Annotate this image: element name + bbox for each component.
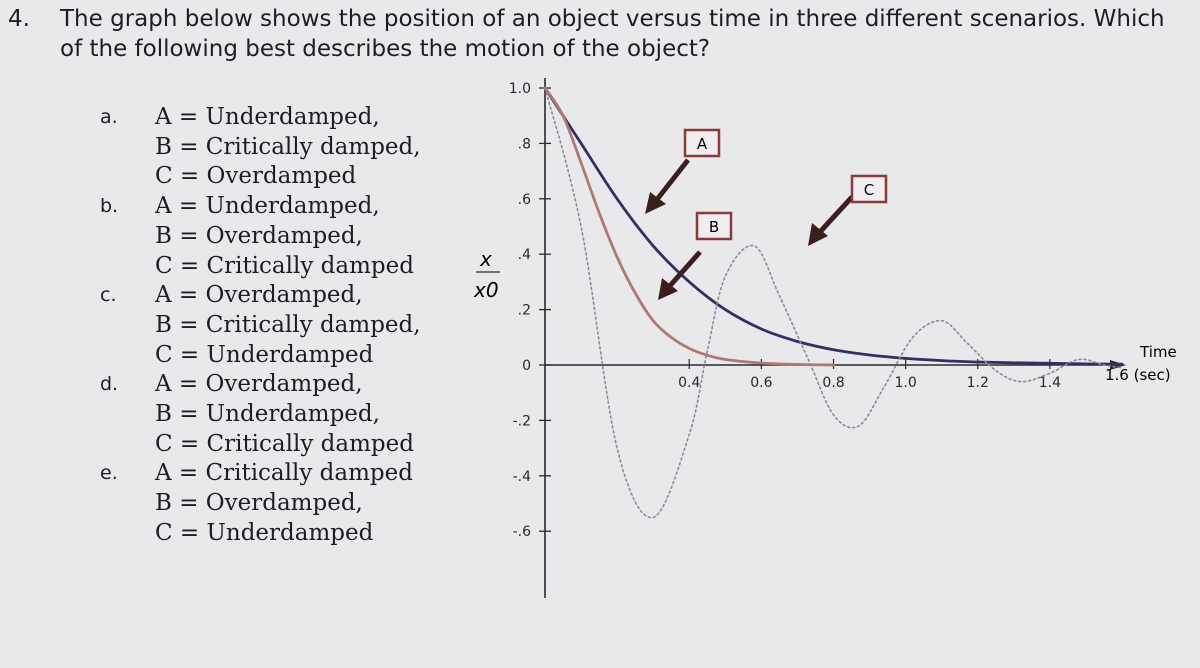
y-tick-label: -.2: [512, 413, 531, 430]
y-tick-label: -.6: [512, 524, 531, 541]
option-line: C = Overdamped: [155, 163, 357, 190]
callout-label-c: C: [863, 181, 875, 199]
option-line: C = Underdamped: [155, 341, 374, 368]
option-line: B = Critically damped,: [155, 311, 421, 338]
y-tick-label: -.4: [512, 468, 531, 485]
callout-label-b: B: [708, 218, 720, 236]
callout-arrow-c: [808, 197, 852, 246]
callout-label-a: A: [696, 135, 708, 153]
option-letter: e.: [100, 462, 118, 485]
y-tick-label: .2: [517, 302, 531, 319]
callout-box-b: [697, 213, 731, 239]
option-line: A = Overdamped,: [155, 282, 363, 309]
option-line: A = Underdamped,: [155, 104, 380, 130]
option-line: B = Underdamped,: [155, 401, 380, 428]
option-line: A = Underdamped,: [155, 193, 380, 220]
option-line: C = Critically damped: [155, 430, 414, 457]
option-line: B = Critically damped,: [155, 133, 421, 160]
x-tick-label: 0.6: [750, 375, 773, 391]
series-line-a-overdamped: [545, 88, 1122, 364]
x-tick-label: 0.4: [678, 375, 701, 391]
option-line: B = Overdamped,: [155, 490, 363, 517]
question-line-1-text: The graph below shows the position of an object versus time in three different scenarios. Which: [60, 6, 1165, 32]
option-letter: b.: [100, 195, 119, 218]
x-tick-label: 0.8: [822, 375, 845, 391]
y-tick-label: .4: [517, 247, 531, 264]
callout-arrow-a: [645, 160, 688, 214]
x-axis-label-time: Time: [1140, 343, 1177, 361]
y-tick-label: 1.0: [508, 81, 531, 97]
x-axis-label-unit: 1.6 (sec): [1105, 366, 1171, 384]
option-line: C = Critically damped: [155, 252, 414, 279]
option-line: A = Overdamped,: [155, 371, 363, 398]
x-tick-label: 1.2: [966, 375, 989, 391]
question-number: 4.: [8, 6, 30, 32]
x-tick-label: 1.4: [1038, 375, 1062, 391]
option-line: A = Critically damped: [155, 460, 413, 487]
x-tick-label: 1.0: [894, 375, 917, 391]
option-letter: d.: [100, 373, 119, 396]
option-letter: a.: [100, 106, 118, 128]
series-line-c-underdamped: [545, 88, 1122, 518]
y-axis-label-x: x: [480, 247, 492, 271]
callout-box-c: [852, 176, 886, 202]
question-line-2: of the following best describes the motion of the object?: [60, 36, 711, 62]
y-tick-label: 0: [522, 358, 531, 374]
callout-box-a: [685, 130, 719, 156]
option-line: C = Underdamped: [155, 519, 374, 546]
option-letter: c.: [100, 284, 117, 307]
y-axis-label-x0: x0: [474, 278, 499, 302]
y-tick-label: .8: [517, 136, 531, 153]
y-tick-label: .6: [517, 191, 531, 208]
option-line: B = Overdamped,: [155, 222, 363, 249]
